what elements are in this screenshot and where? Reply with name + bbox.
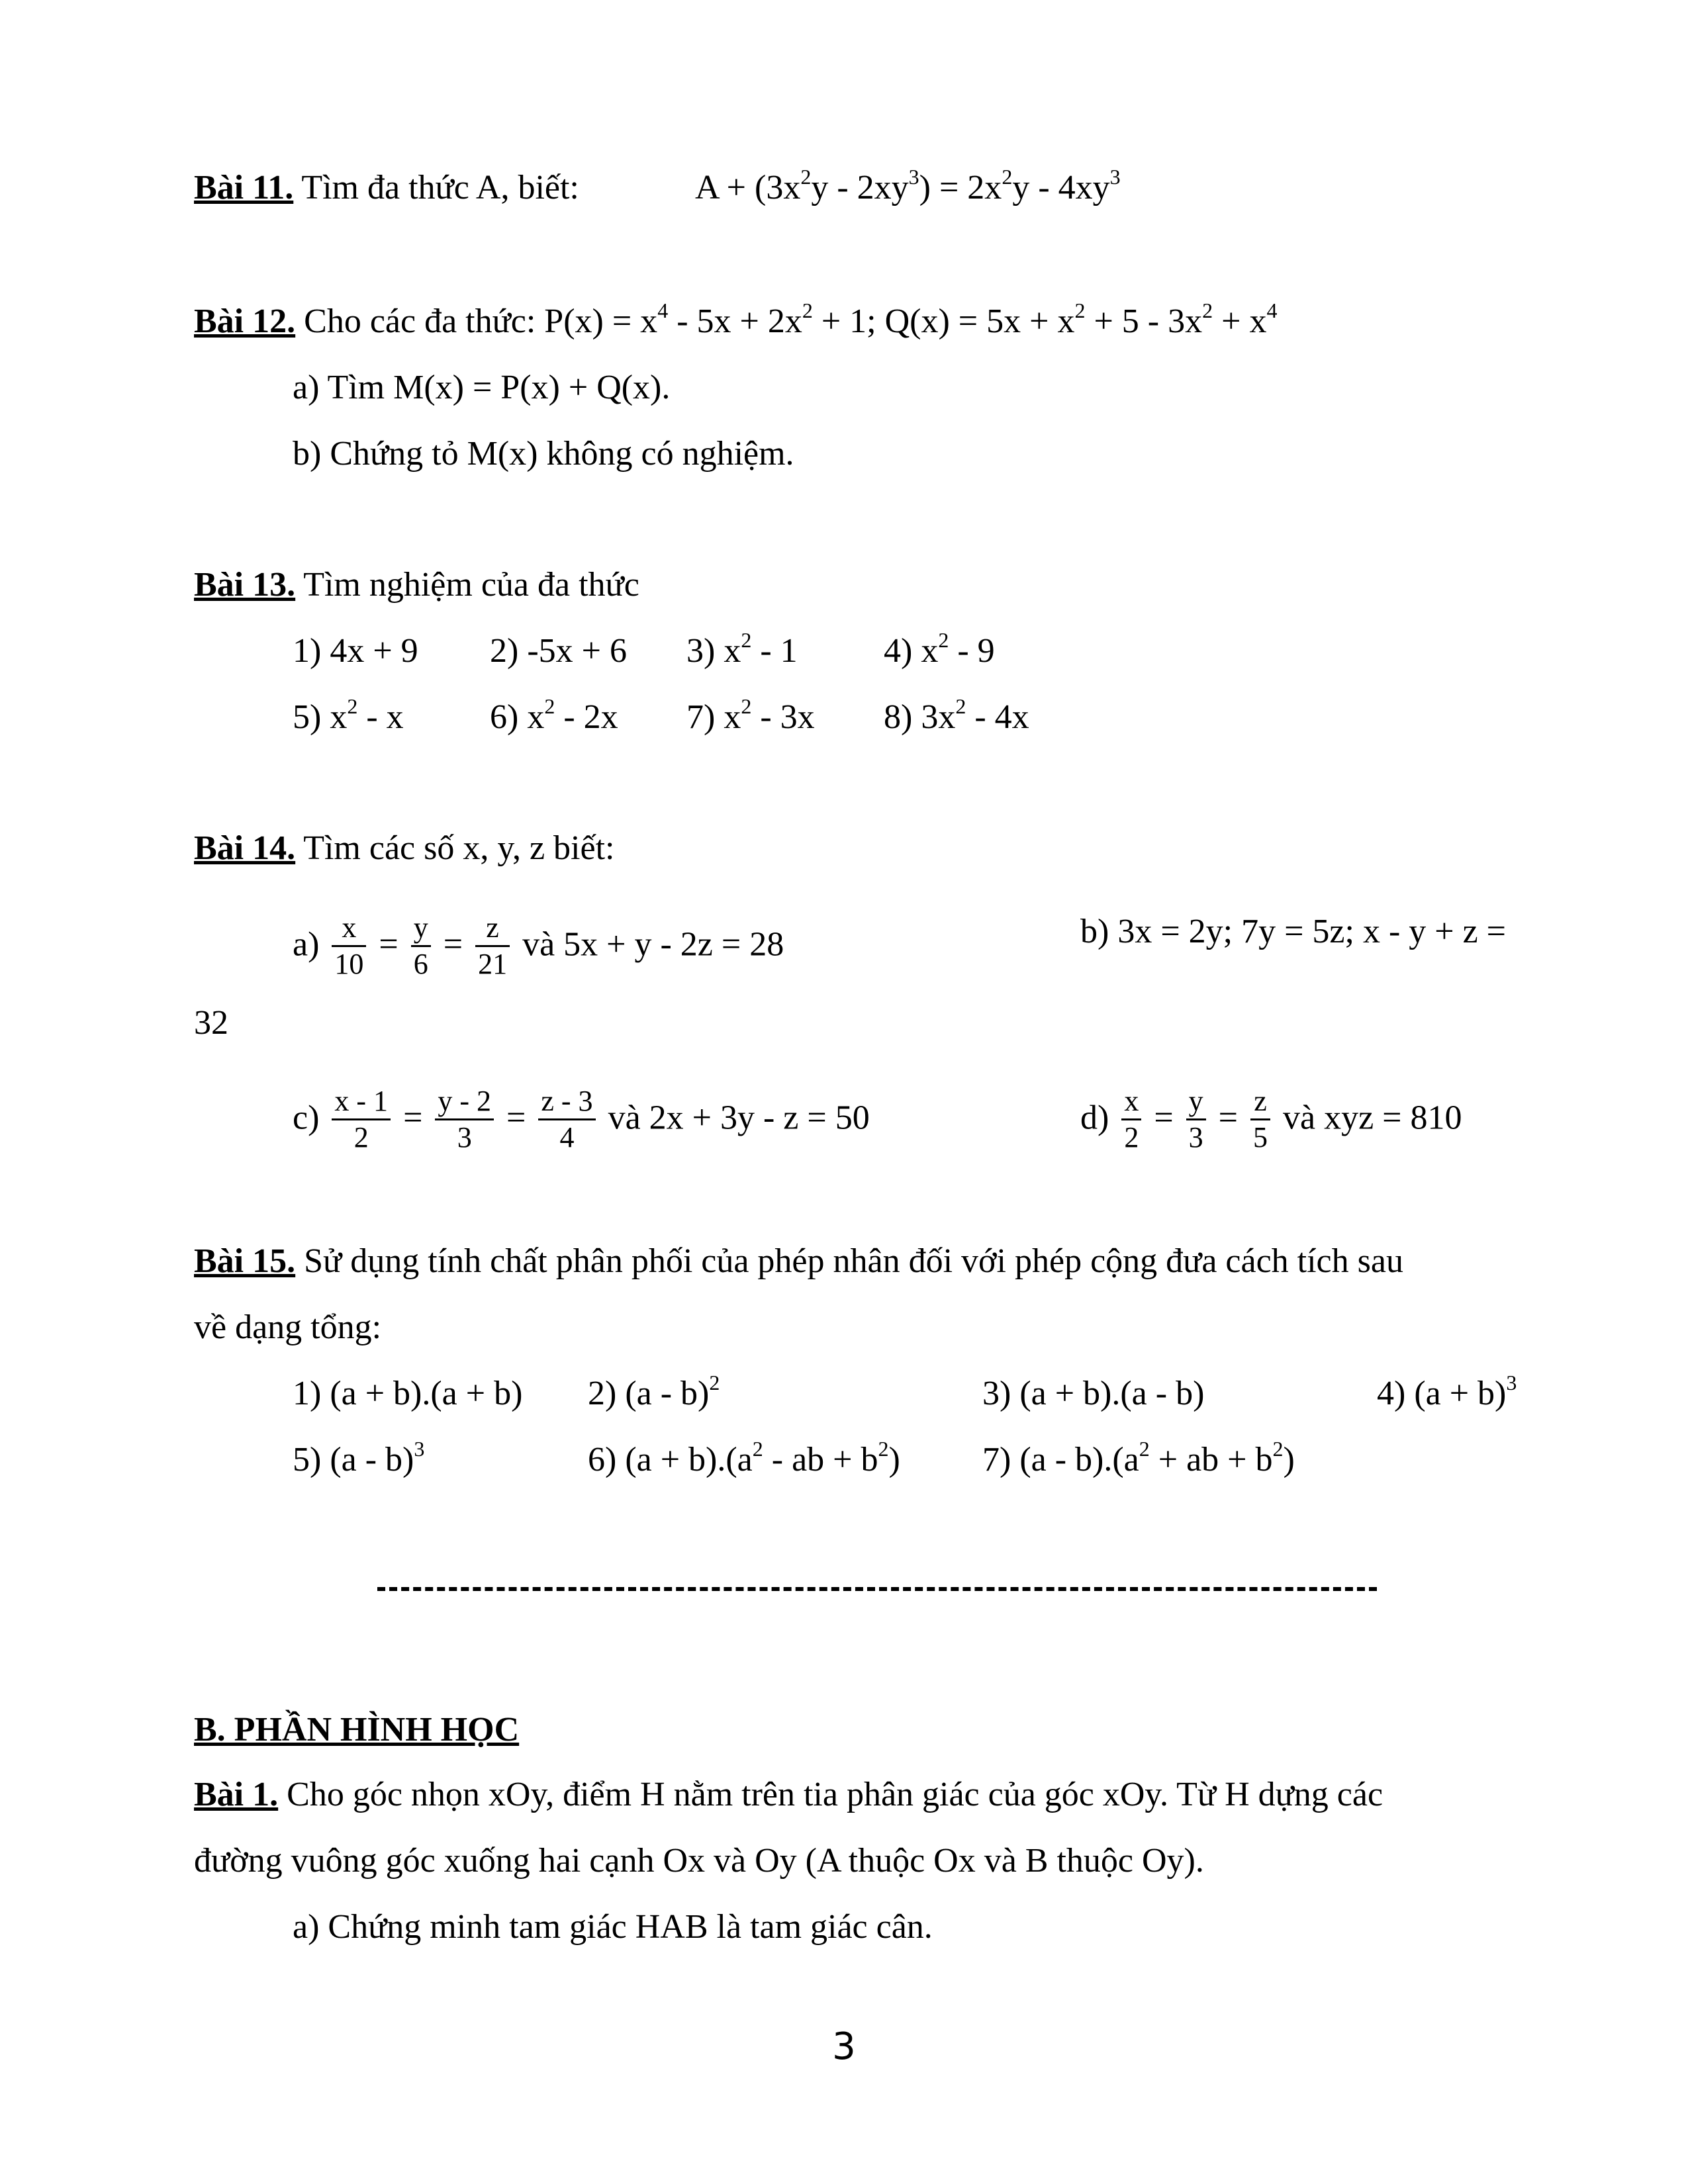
fraction-y-2-3: $\frac{y - 2}{3}$ (435, 1084, 494, 1155)
fraction-y-3: $\frac{y}{3}$ (1186, 1084, 1206, 1155)
bai15-item-1: 1) (a + b).(a + b) (293, 1375, 523, 1412)
fraction-z-21: $\frac{z}{21}$ (475, 911, 510, 981)
bai14-line: Bài 14. Tìm các số x, y, z biết: (194, 829, 615, 867)
bai13-item-5: 5) $x^2$ - x (293, 694, 404, 736)
bai13-item-6: 6) $x^2 - 2x$ (490, 694, 618, 736)
bai11-line (194, 168, 579, 208)
bai14-item-c: c) $\frac{x - 1}{2}$ = $\frac{y - 2}{3}$ = $\frac{z - 3}{4}$ và 2x + 3y - z = 50 (293, 1085, 870, 1154)
bai13-line: Bài 13. Tìm nghiệm của đa thức (194, 566, 639, 604)
fraction-x-2: $\frac{x}{2}$ (1121, 1084, 1141, 1155)
bai15-item-4: 4) $(a + b)^3$ (1377, 1371, 1517, 1412)
bai14-item-a: a) $\frac{x}{10}$ = $\frac{y}{6}$ = $\frac{z}{21}$ và 5x + y - 2z = 28 (293, 911, 784, 980)
bai15-item-5: 5) (a - b)$^3$ (293, 1437, 425, 1479)
fraction-z-5: $\frac{z}{5}$ (1250, 1084, 1270, 1155)
bai13-item-8: 8) $3x^2 - 4x$ (884, 694, 1029, 736)
bai14-item-b: b) 3x = 2y; 7y = 5z; x - y + z = (1080, 913, 1506, 950)
bai12-line: Bài 12. Cho các đa thức: $P(x) = x^4 - 5x + 2x^2 + 1$; $Q(x) = 5x + x^2 + 5 - 3x^2 + x^4$ (194, 298, 1278, 340)
bai11-equation: $A + (3x^2y - 2xy^3) = 2x^2y - 4xy^3$ (695, 165, 1121, 206)
page-number: 3 (832, 2025, 856, 2068)
bai15-line-2: về dạng tổng: (194, 1308, 382, 1346)
hinh-bai1-item-a: a) Chứng minh tam giác HAB là tam giác cân. (293, 1908, 933, 1946)
hinh-bai1-line: Bài 1. Cho góc nhọn xOy, điểm H nằm trên tia phân giác của góc xOy. Từ H dựng các (194, 1776, 1383, 1813)
hinh-bai1-label: Bài 1. (194, 1776, 279, 1813)
bai13-item-7: 7) $x^2 - 3x$ (686, 694, 815, 736)
bai14-label: Bài 14. (194, 829, 296, 867)
bai15-item-3: 3) (a + b).(a - b) (982, 1375, 1205, 1412)
fraction-x-1-2: $\frac{x - 1}{2}$ (332, 1084, 391, 1155)
bai12-item-a: a) Tìm M(x) = P(x) + Q(x). (293, 369, 671, 406)
bai11-label: Bài 11. (194, 169, 294, 206)
bai15-item-6: 6) $(a + b).(a^2$ - ab + $b^2$) (588, 1437, 900, 1479)
bai14-item-d: d) $\frac{x}{2}$ = $\frac{y}{3}$ = $\frac{z}{5}$ và xyz = 810 (1080, 1085, 1462, 1154)
bai15-label: Bài 15. (194, 1242, 296, 1280)
bai13-item-4: 4) $x^2 - 9$ (884, 628, 995, 670)
bai13-item-2: 2) -5x + 6 (490, 632, 627, 670)
bai12-item-b: b) Chứng tỏ M(x) không có nghiệm. (293, 435, 794, 473)
section-heading: B. PHẦN HÌNH HỌC (194, 1711, 520, 1749)
bai15-line: Bài 15. Sử dụng tính chất phân phối của phép nhân đối với phép cộng đưa cách tích sau (194, 1242, 1403, 1280)
hinh-bai1-line-2: đường vuông góc xuống hai cạnh Ox và Oy (A thuộc Ox và B thuộc Oy). (194, 1842, 1204, 1880)
section-divider (377, 1587, 1377, 1591)
bai11-text: Tìm đa thức A, biết: (293, 169, 579, 206)
bai15-item-7: 7) $(a - b).(a^2$ + ab + $b^2$) (982, 1437, 1295, 1479)
bai13-item-3: 3) $x^2 - 1$ (686, 628, 798, 670)
bai15-item-2: 2) (a - b)$^2$ (588, 1371, 720, 1412)
bai14-item-b-wrap: 32 (194, 1004, 228, 1042)
bai13-item-1: 1) 4x + 9 (293, 632, 418, 670)
bai13-label: Bài 13. (194, 566, 296, 604)
fraction-z-3-4: $\frac{z - 3}{4}$ (538, 1084, 595, 1155)
fraction-x-10: $\frac{x}{10}$ (332, 911, 366, 981)
bai12-label: Bài 12. (194, 302, 296, 340)
fraction-y-6: $\frac{y}{6}$ (411, 911, 431, 981)
